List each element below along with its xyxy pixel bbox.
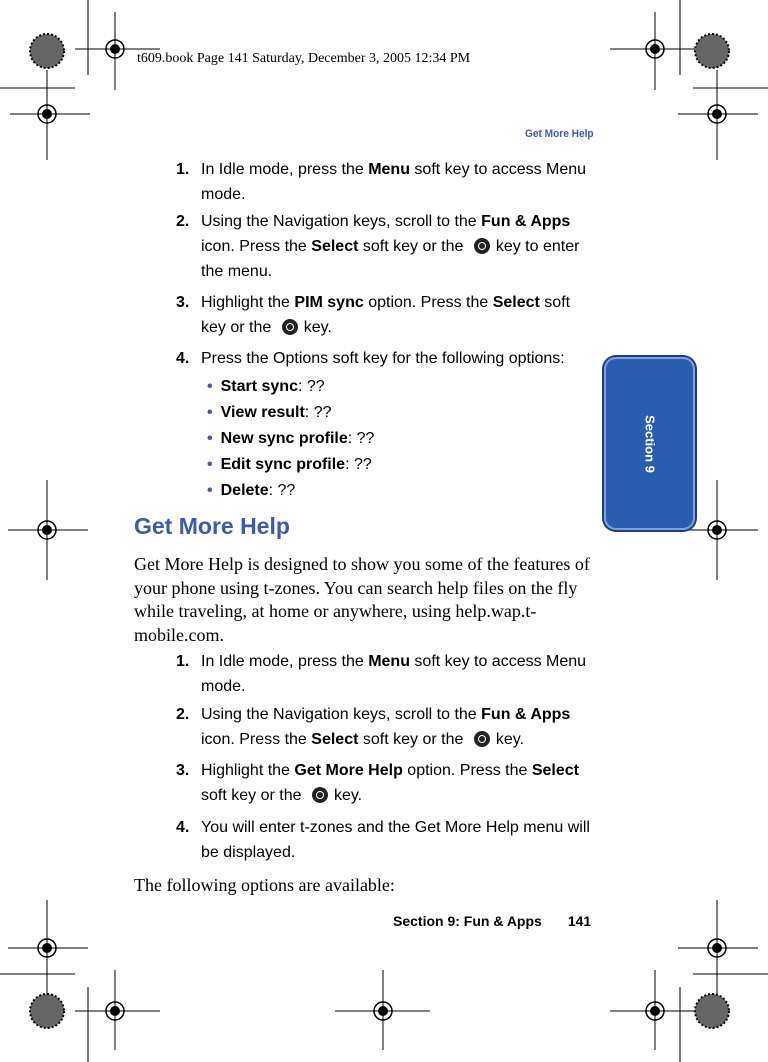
step-number: 2. — [176, 213, 190, 230]
footer-section: Section 9: Fun & Apps — [393, 913, 542, 929]
step-text: Highlight the Get More Help option. Press the Select soft key or the key. — [201, 762, 579, 804]
option-bullet: • Delete: ?? — [207, 482, 296, 499]
print-meta-line: t609.book Page 141 Saturday, December 3, 2005 12:34 PM — [137, 51, 471, 66]
step-text: Press the Options soft key for the following options: — [201, 350, 565, 367]
step-number: 2. — [176, 706, 190, 723]
option-bullet: • New sync profile: ?? — [207, 430, 375, 447]
step-number: 4. — [176, 350, 190, 367]
section-tab-label: Section 9 — [642, 414, 657, 473]
option-bullet: • View result: ?? — [207, 404, 332, 421]
step-text: Using the Navigation keys, scroll to the Fun & Apps icon. Press the Select soft key or the key to enter the menu. — [201, 213, 580, 280]
option-bullet: • Edit sync profile: ?? — [207, 456, 372, 473]
nav-key-icon — [474, 731, 490, 747]
nav-key-icon — [474, 238, 490, 254]
step-number: 3. — [176, 762, 190, 779]
nav-key-icon — [312, 787, 328, 803]
section-heading: Get More Help — [134, 513, 290, 539]
nav-key-icon — [282, 319, 298, 335]
page-number: 141 — [567, 913, 592, 929]
body-paragraph: Get More Help is designed to show you some of the features of your phone using t-zones. You can search help files on the fly while traveling, at home or anywhere, using help.wap.t-mobile.com. — [134, 554, 590, 645]
step-number: 1. — [176, 161, 190, 178]
option-bullet: • Start sync: ?? — [207, 378, 325, 395]
step-number: 4. — [176, 819, 190, 836]
closing-line: The following options are available: — [134, 875, 395, 895]
step-text: Highlight the PIM sync option. Press the Select soft key or the key. — [201, 294, 571, 336]
page-footer — [393, 913, 591, 929]
step-text: Using the Navigation keys, scroll to the Fun & Apps icon. Press the Select soft key or the key. — [201, 706, 571, 748]
step-text: You will enter t-zones and the Get More Help menu will be displayed. — [201, 819, 590, 861]
step-number: 3. — [176, 294, 190, 311]
section-tab — [604, 357, 695, 530]
step-text: In Idle mode, press the Menu soft key to access Menu mode. — [201, 161, 587, 203]
running-head: Get More Help — [525, 128, 594, 140]
step-text: In Idle mode, press the Menu soft key to access Menu mode. — [201, 653, 587, 695]
step-number: 1. — [176, 653, 190, 670]
